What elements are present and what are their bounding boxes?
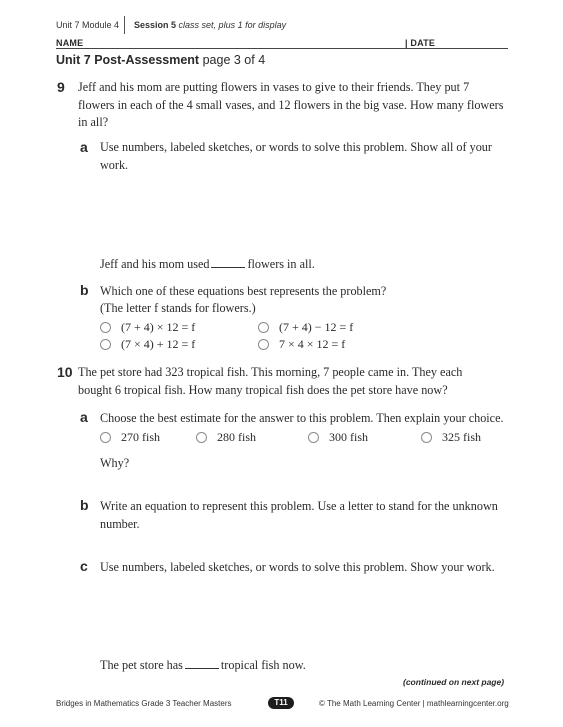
footer-book-title: Bridges in Mathematics Grade 3 Teacher Masters bbox=[56, 699, 232, 708]
q9-part-a-letter: a bbox=[80, 139, 88, 155]
q10-part-a-letter: a bbox=[80, 409, 88, 425]
radio-button[interactable] bbox=[196, 432, 207, 443]
q9-part-b-text: Which one of these equations best represents the problem? bbox=[100, 284, 387, 298]
session-label bbox=[134, 20, 286, 30]
q9-option-1[interactable]: (7 + 4) × 12 = f bbox=[100, 320, 195, 335]
q9-part-a-text: Use numbers, labeled sketches, or words to solve this problem. Show all of your work. bbox=[100, 140, 492, 172]
q10-option-2[interactable]: 280 fish bbox=[196, 430, 256, 445]
radio-button[interactable] bbox=[308, 432, 319, 443]
session-number: Session 5 bbox=[134, 20, 177, 30]
q10-answer-line: The pet store has tropical fish now. bbox=[100, 658, 306, 672]
header-divider bbox=[124, 16, 125, 34]
radio-button[interactable] bbox=[421, 432, 432, 443]
continued-note: (continued on next page) bbox=[403, 677, 505, 687]
q9-answer-blank[interactable] bbox=[211, 256, 245, 268]
q9-option-2[interactable]: (7 × 4) + 12 = f bbox=[100, 337, 195, 352]
date-label: | DATE bbox=[405, 38, 436, 48]
q10-part-b-letter: b bbox=[80, 497, 89, 513]
question-10-number: 10 bbox=[57, 364, 73, 380]
q10-answer-blank[interactable] bbox=[185, 657, 219, 669]
name-date-line bbox=[56, 48, 508, 49]
q9-option-3[interactable]: (7 + 4) − 12 = f bbox=[258, 320, 353, 335]
q10-why-prompt: Why? bbox=[100, 456, 130, 470]
radio-button[interactable] bbox=[100, 432, 111, 443]
q9-answer-line: Jeff and his mom used flowers in all. bbox=[100, 257, 315, 271]
radio-button[interactable] bbox=[100, 322, 111, 333]
q10-part-c-text: Use numbers, labeled sketches, or words to solve this problem. Show your work. bbox=[100, 560, 495, 574]
question-9-text: Jeff and his mom are putting flowers in vases to give to their friends. They put 7 flowers in each of the 4 small vases, and 12 flowers in the big vase. How many flowers in all? bbox=[78, 80, 504, 129]
question-10-text: The pet store had 323 tropical fish. This morning, 7 people came in. They each bought 6 tropical fish. How many tropical fish does the pet store have now? bbox=[78, 365, 463, 397]
radio-button[interactable] bbox=[258, 339, 269, 350]
q9-option-4[interactable]: 7 × 4 × 12 = f bbox=[258, 337, 345, 352]
q10-option-1[interactable]: 270 fish bbox=[100, 430, 160, 445]
footer-copyright: © The Math Learning Center | mathlearningcenter.org bbox=[319, 699, 509, 708]
session-note: class set, plus 1 for display bbox=[178, 20, 287, 30]
question-9-number: 9 bbox=[57, 79, 65, 95]
q10-part-c-letter: c bbox=[80, 558, 88, 574]
radio-button[interactable] bbox=[258, 322, 269, 333]
q10-option-4[interactable]: 325 fish bbox=[421, 430, 481, 445]
unit-module-label: Unit 7 Module 4 bbox=[56, 20, 120, 30]
q9-part-b-note: (The letter f stands for flowers.) bbox=[100, 301, 256, 315]
page-number-badge: T11 bbox=[268, 697, 294, 709]
name-label: NAME bbox=[56, 38, 84, 48]
page-indicator: page 3 of 4 bbox=[202, 53, 266, 67]
page-title: Unit 7 Post-Assessment page 3 of 4 bbox=[56, 53, 266, 67]
radio-button[interactable] bbox=[100, 339, 111, 350]
q10-part-b-text: Write an equation to represent this problem. Use a letter to stand for the unknown number. bbox=[100, 499, 498, 531]
q9-part-b-letter: b bbox=[80, 282, 89, 298]
q10-part-a-text: Choose the best estimate for the answer to this problem. Then explain your choice. bbox=[100, 411, 504, 425]
q10-option-3[interactable]: 300 fish bbox=[308, 430, 368, 445]
